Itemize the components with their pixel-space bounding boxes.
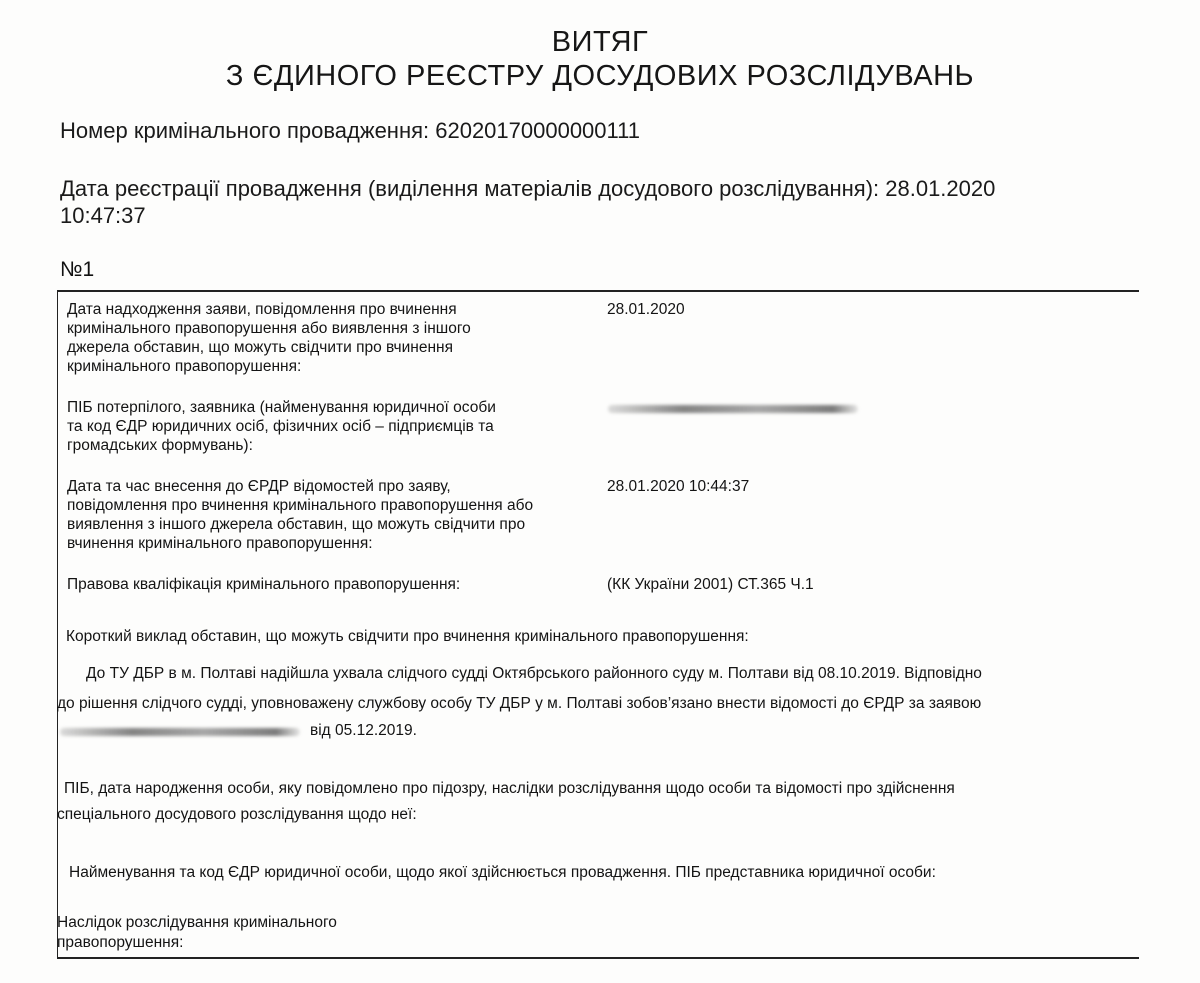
circumstances-line-2: до рішення слідчого судді, уповноважену службову особу ТУ ДБР у м. Полтаві зобов’язано внести відомості до ЄРДР за заявою	[57, 695, 982, 712]
row-label-victim-name: ПІБ потерпілого, заявника (найменування юридичної особи та код ЄДР юридичних осіб, фізичних осіб – підприємців та громадських формувань):	[67, 399, 496, 454]
divider-top	[57, 290, 1139, 292]
legal-entity-info: Найменування та код ЄДР юридичної особи, щодо якої здійснюється провадження. ПІБ представника юридичної особи:	[69, 864, 936, 881]
case-number: Номер кримінального провадження: 62020170000000111	[60, 118, 640, 143]
redacted-victim-name	[608, 405, 858, 413]
row-label-entry-datetime: Дата та час внесення до ЄРДР відомостей про заяву, повідомлення про вчинення кримінального правопорушення або виявлення з іншого джерела обставин, що можуть свідчити про вчинення кримінального правопорушення:	[67, 478, 534, 552]
circumstances-line-1: До ТУ ДБР в м. Полтаві надійшла ухвала слідчого судді Октябрського районного суду м. Полтави від 08.10.2019. Відповідно	[86, 665, 982, 682]
redacted-applicant-name	[60, 728, 300, 736]
document-subtitle: З ЄДИНОГО РЕЄСТРУ ДОСУДОВИХ РОЗСЛІДУВАНЬ	[225, 60, 975, 92]
row-value-entry-datetime: 28.01.2020 10:44:37	[607, 478, 750, 495]
document-title: ВИТЯГ	[551, 26, 649, 58]
row-value-application-date: 28.01.2020	[607, 301, 685, 318]
registration-date: Дата реєстрації провадження (виділення матеріалів досудового розслідування): 28.01.2020	[60, 176, 996, 201]
registration-time: 10:47:37	[60, 203, 146, 228]
section-number: №1	[60, 258, 95, 281]
row-value-legal-qualification: (КК України 2001) СТ.365 Ч.1	[607, 576, 814, 593]
suspect-info-line-1: ПІБ, дата народження особи, яку повідомлено про підозру, наслідки розслідування щодо особи та відомості про здійснення	[64, 780, 955, 797]
suspect-info-line-2: спеціального досудового розслідування щодо неї:	[57, 806, 417, 823]
investigation-result-label-2: правопорушення:	[57, 934, 184, 951]
record-frame	[57, 290, 1139, 958]
circumstances-line-3: від 05.12.2019.	[310, 722, 417, 739]
row-label-legal-qualification: Правова кваліфікація кримінального правопорушення:	[67, 576, 461, 593]
investigation-result-label-1: Наслідок розслідування кримінального	[57, 914, 337, 931]
divider-bottom	[57, 957, 1139, 959]
circumstances-heading: Короткий виклад обставин, що можуть свідчити про вчинення кримінального правопорушення:	[66, 628, 749, 645]
row-label-application-date: Дата надходження заяви, повідомлення про вчинення кримінального правопорушення або виявлення з іншого джерела обставин, що можуть свідчити про вчинення кримінального правопорушення:	[67, 301, 471, 375]
